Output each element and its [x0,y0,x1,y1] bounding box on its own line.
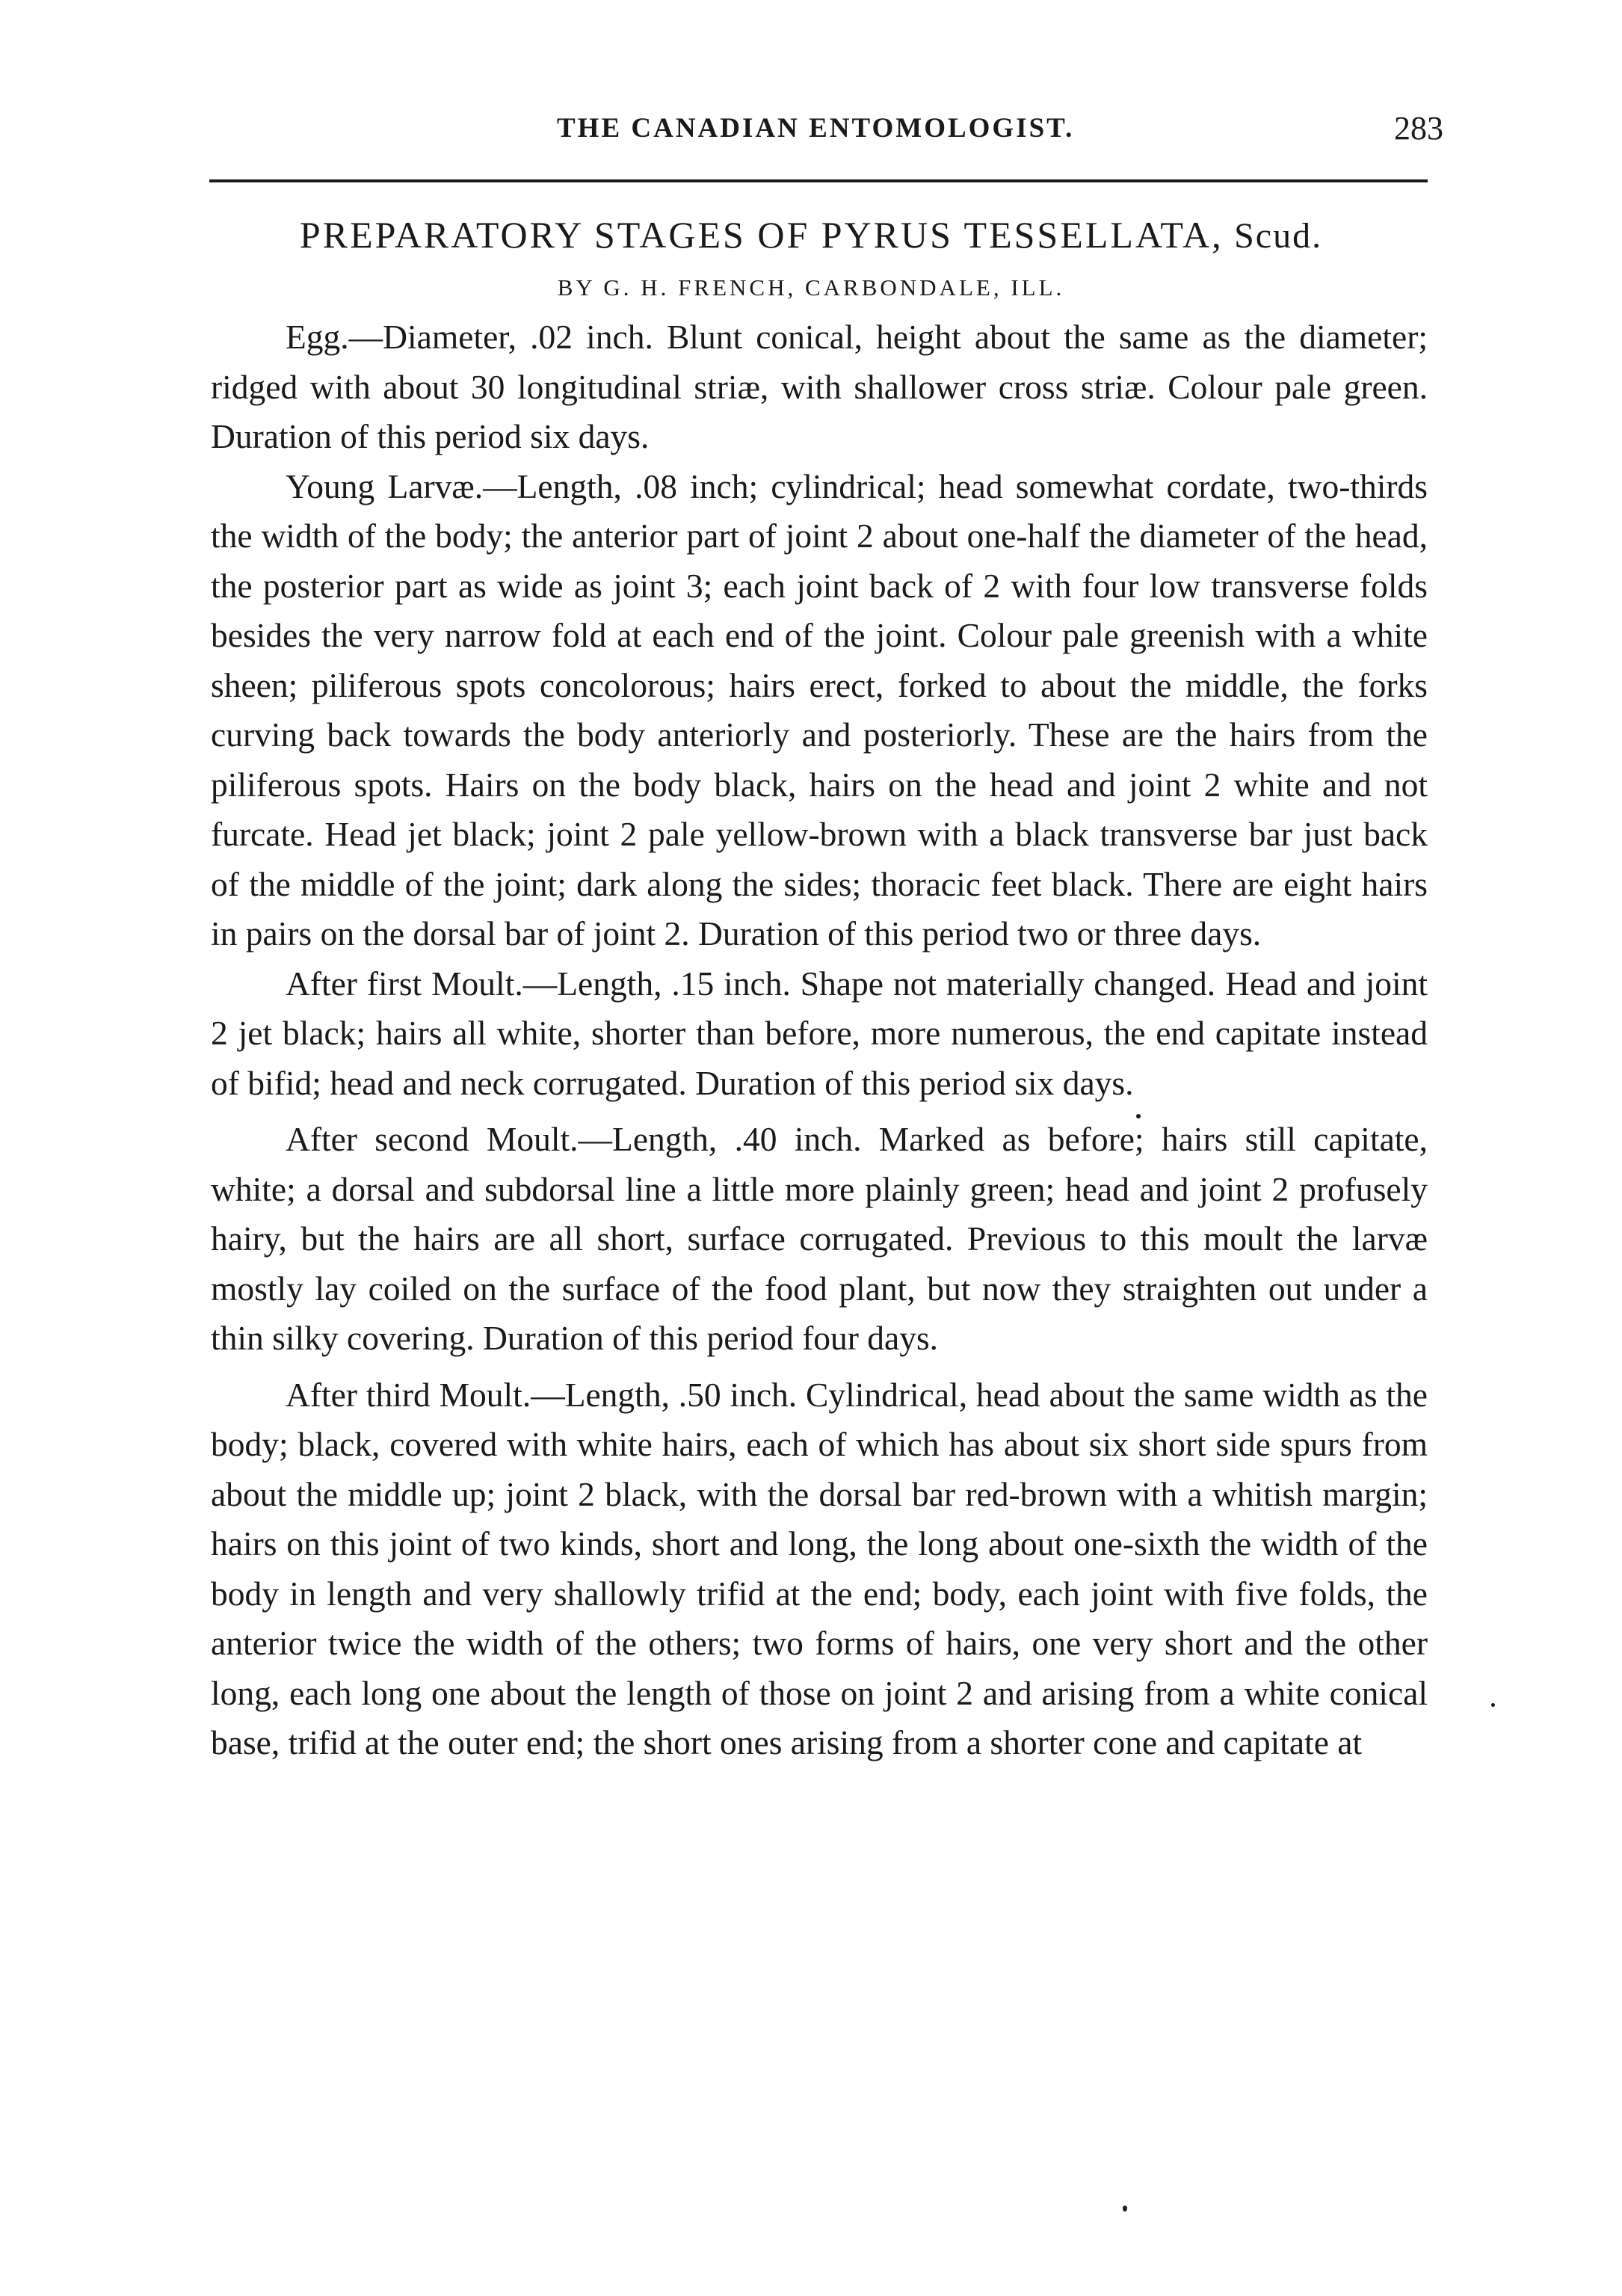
paragraph-third-moult: After third Moult.—Length, .50 inch. Cylindrical, head about the same width as the body; black, covered with white hairs, each of which has about six short side spurs from about the middle up; joint 2 black, with the dorsal bar red-brown with a whitish margin; hairs on this joint of two kinds, short and long, the long about one-sixth the width of the body in length and very shallowly trifid at the end; body, each joint with five folds, the anterior twice the width of the others; two forms of hairs, one very short and the other long, each long one about the length of those on joint 2 and arising from a white conical base, trifid at the outer end; the short ones arising from a shorter cone and capitate at [211,1375,1428,1761]
header-rule [209,179,1428,182]
paragraph-second-moult: After second Moult.—Length, .40 inch. Marked as before; hairs still capitate, white; a dorsal and subdorsal line a little more plainly green; head and joint 2 profusely hairy, but the hairs are all short, surface corrugated. Previous to this moult the larvæ mostly lay coiled on the surface of the food plant, but now they straighten out under a thin silky covering. Duration of this period four days. [211,1120,1428,1357]
article-body [211,313,1428,1768]
paragraph-egg: Egg.—Diameter, .02 inch. Blunt conical, height about the same as the diameter; ridged with about 30 longitudinal striæ, with shallower cross striæ. Colour pale green. Duration of this period six days. [211,318,1428,455]
journal-name: THE CANADIAN ENTOMOLOGIST. [557,113,1075,144]
print-speck [1123,2206,1127,2212]
article-title [0,213,1622,256]
running-head [0,112,1622,157]
print-speck [1491,1703,1495,1707]
article-title-author: Scud. [1234,216,1323,256]
paragraph-first-moult: After first Moult.—Length, .15 inch. Shape not materially changed. Head and joint 2 jet black; hairs all white, shorter than before, more numerous, the end capitate instead of bifid; head and neck corrugated. Duration of this period six days. [211,964,1428,1102]
article-title-text: PREPARATORY STAGES OF PYRUS TESSELLATA, [299,214,1224,256]
paragraph-young-larvae: Young Larvæ.—Length, .08 inch; cylindrical; head somewhat cordate, two-thirds the width of the body; the anterior part of joint 2 about one-half the diameter of the head, the posterior part as wide as joint 3; each joint back of 2 with four low transverse folds besides the very narrow fold at each end of the joint. Colour pale greenish with a white sheen; piliferous spots concolorous; hairs erect, forked to about the middle, the forks curving back towards the body anteriorly and posteriorly. These are the hairs from the piliferous spots. Hairs on the body black, hairs on the head and joint 2 white and not furcate. Head jet black; joint 2 pale yellow-brown with a black transverse bar just back of the middle of the joint; dark along the sides; thoracic feet black. There are eight hairs in pairs on the dorsal bar of joint 2. Duration of this period two or three days. [211,467,1428,952]
byline: BY G. H. FRENCH, CARBONDALE, ILL. [557,274,1065,301]
print-speck [1136,1114,1141,1118]
page-number: 283 [1394,110,1443,147]
